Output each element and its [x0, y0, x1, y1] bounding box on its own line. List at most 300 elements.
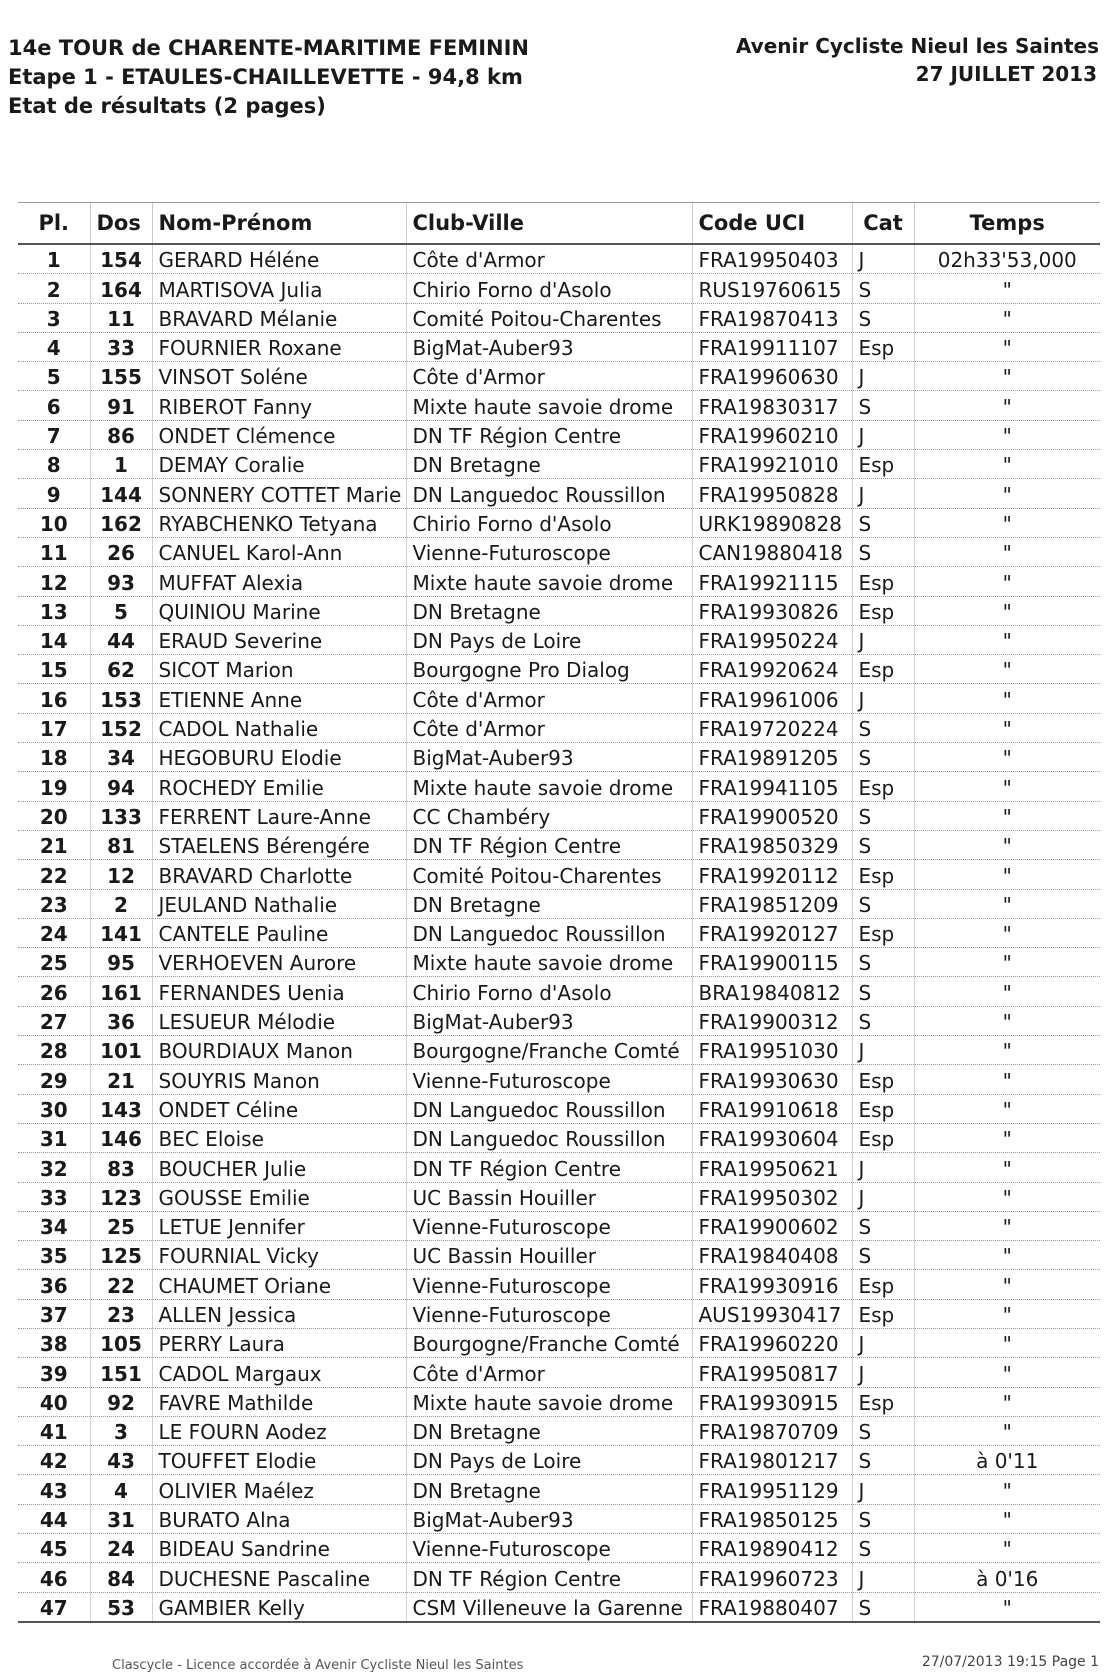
cell-bib: 161 [90, 977, 152, 1006]
table-row [18, 1036, 1100, 1065]
cell-time: " [914, 420, 1100, 449]
cell-time: " [914, 303, 1100, 332]
cell-name: CANTELE Pauline [152, 918, 406, 947]
cell-time: " [914, 889, 1100, 918]
cell-club: Vienne-Futuroscope [406, 1534, 692, 1563]
cell-bib: 34 [90, 743, 152, 772]
cell-time: " [914, 1416, 1100, 1445]
results-table [18, 202, 1100, 1623]
cell-category: J [852, 1328, 914, 1357]
cell-category: S [852, 948, 914, 977]
cell-bib: 92 [90, 1387, 152, 1416]
organizer-block [736, 32, 1099, 88]
cell-time: " [914, 508, 1100, 537]
cell-place: 36 [18, 1270, 90, 1299]
cell-bib: 22 [90, 1270, 152, 1299]
cell-bib: 133 [90, 801, 152, 830]
cell-time: " [914, 567, 1100, 596]
table-row [18, 1123, 1100, 1152]
col-header-bib: Dos [90, 203, 152, 245]
cell-club: Mixte haute savoie drome [406, 948, 692, 977]
table-row [18, 1387, 1100, 1416]
cell-name: VERHOEVEN Aurore [152, 948, 406, 977]
cell-name: GOUSSE Emilie [152, 1182, 406, 1211]
cell-club: UC Bassin Houiller [406, 1241, 692, 1270]
cell-uci-code: FRA19911107 [692, 332, 852, 361]
cell-category: S [852, 1504, 914, 1533]
cell-time: " [914, 1094, 1100, 1123]
cell-category: Esp [852, 1094, 914, 1123]
cell-bib: 164 [90, 274, 152, 303]
cell-club: Vienne-Futuroscope [406, 1211, 692, 1240]
cell-category: S [852, 1592, 914, 1622]
col-header-uci-code: Code UCI [692, 203, 852, 245]
cell-category: S [852, 1446, 914, 1475]
cell-category: S [852, 889, 914, 918]
cell-uci-code: FRA19850329 [692, 830, 852, 859]
table-row [18, 1182, 1100, 1211]
cell-time: " [914, 391, 1100, 420]
cell-category: J [852, 362, 914, 391]
race-date: 27 JUILLET 2013 [915, 62, 1097, 86]
cell-time: " [914, 977, 1100, 1006]
cell-time: " [914, 537, 1100, 566]
table-row [18, 948, 1100, 977]
cell-time: " [914, 1153, 1100, 1182]
cell-uci-code: FRA19920624 [692, 655, 852, 684]
cell-bib: 23 [90, 1299, 152, 1328]
cell-category: J [852, 625, 914, 654]
cell-time: " [914, 332, 1100, 361]
table-row [18, 830, 1100, 859]
cell-time: " [914, 479, 1100, 508]
cell-bib: 43 [90, 1446, 152, 1475]
cell-bib: 26 [90, 537, 152, 566]
cell-time: " [914, 1211, 1100, 1240]
cell-uci-code: FRA19891205 [692, 743, 852, 772]
table-row [18, 772, 1100, 801]
cell-place: 47 [18, 1592, 90, 1622]
cell-club: DN Bretagne [406, 596, 692, 625]
cell-place: 7 [18, 420, 90, 449]
table-row [18, 1299, 1100, 1328]
cell-place: 46 [18, 1563, 90, 1592]
cell-uci-code: FRA19930916 [692, 1270, 852, 1299]
cell-name: LE FOURN Aodez [152, 1416, 406, 1445]
cell-club: DN Bretagne [406, 450, 692, 479]
cell-uci-code: FRA19930604 [692, 1123, 852, 1152]
cell-club: Comité Poitou-Charentes [406, 860, 692, 889]
cell-bib: 84 [90, 1563, 152, 1592]
cell-bib: 146 [90, 1123, 152, 1152]
cell-name: QUINIOU Marine [152, 596, 406, 625]
cell-time: " [914, 1270, 1100, 1299]
cell-club: Côte d'Armor [406, 244, 692, 274]
table-row [18, 918, 1100, 947]
cell-uci-code: FRA19951030 [692, 1036, 852, 1065]
cell-name: DEMAY Coralie [152, 450, 406, 479]
cell-uci-code: FRA19950403 [692, 244, 852, 274]
cell-club: BigMat-Auber93 [406, 332, 692, 361]
cell-name: VINSOT Soléne [152, 362, 406, 391]
cell-category: S [852, 1534, 914, 1563]
cell-time: " [914, 860, 1100, 889]
table-row [18, 508, 1100, 537]
cell-category: S [852, 1211, 914, 1240]
cell-club: DN Languedoc Roussillon [406, 918, 692, 947]
cell-category: Esp [852, 1065, 914, 1094]
cell-name: CHAUMET Oriane [152, 1270, 406, 1299]
cell-place: 2 [18, 274, 90, 303]
cell-name: BOUCHER Julie [152, 1153, 406, 1182]
cell-place: 38 [18, 1328, 90, 1357]
race-title: 14e TOUR de CHARENTE-MARITIME FEMININ [8, 36, 529, 60]
cell-bib: 24 [90, 1534, 152, 1563]
cell-name: LETUE Jennifer [152, 1211, 406, 1240]
cell-place: 21 [18, 830, 90, 859]
cell-time: " [914, 1534, 1100, 1563]
cell-bib: 83 [90, 1153, 152, 1182]
cell-uci-code: FRA19930826 [692, 596, 852, 625]
table-row [18, 1270, 1100, 1299]
cell-club: DN TF Région Centre [406, 1563, 692, 1592]
table-row [18, 537, 1100, 566]
cell-club: Chirio Forno d'Asolo [406, 977, 692, 1006]
table-row [18, 1534, 1100, 1563]
cell-category: Esp [852, 1270, 914, 1299]
table-row [18, 1446, 1100, 1475]
cell-time: " [914, 1328, 1100, 1357]
cell-uci-code: FRA19900312 [692, 1006, 852, 1035]
cell-bib: 36 [90, 1006, 152, 1035]
cell-name: FOURNIER Roxane [152, 332, 406, 361]
cell-uci-code: FRA19880407 [692, 1592, 852, 1622]
cell-uci-code: FRA19961006 [692, 684, 852, 713]
cell-uci-code: FRA19900520 [692, 801, 852, 830]
table-row [18, 362, 1100, 391]
cell-bib: 86 [90, 420, 152, 449]
cell-place: 16 [18, 684, 90, 713]
cell-category: J [852, 1475, 914, 1504]
cell-time: " [914, 918, 1100, 947]
cell-name: FERNANDES Uenia [152, 977, 406, 1006]
cell-place: 5 [18, 362, 90, 391]
cell-time: " [914, 1475, 1100, 1504]
cell-place: 22 [18, 860, 90, 889]
cell-place: 40 [18, 1387, 90, 1416]
cell-category: S [852, 1006, 914, 1035]
cell-club: Côte d'Armor [406, 684, 692, 713]
cell-place: 43 [18, 1475, 90, 1504]
cell-name: BURATO Alna [152, 1504, 406, 1533]
footer-timestamp: 27/07/2013 19:15 Page 1 [921, 1654, 1099, 1670]
cell-uci-code: FRA19840408 [692, 1241, 852, 1270]
cell-club: DN Bretagne [406, 1416, 692, 1445]
col-header-category: Cat [852, 203, 914, 245]
cell-place: 35 [18, 1241, 90, 1270]
cell-time: " [914, 1182, 1100, 1211]
cell-name: ALLEN Jessica [152, 1299, 406, 1328]
col-header-name: Nom-Prénom [152, 203, 406, 245]
table-row [18, 1153, 1100, 1182]
cell-place: 17 [18, 713, 90, 742]
cell-place: 25 [18, 948, 90, 977]
cell-uci-code: FRA19900602 [692, 1211, 852, 1240]
cell-bib: 162 [90, 508, 152, 537]
cell-uci-code: FRA19720224 [692, 713, 852, 742]
results-body [18, 244, 1100, 1622]
table-row [18, 1065, 1100, 1094]
cell-uci-code: FRA19960210 [692, 420, 852, 449]
cell-club: DN Pays de Loire [406, 625, 692, 654]
cell-uci-code: FRA19930915 [692, 1387, 852, 1416]
cell-club: Mixte haute savoie drome [406, 567, 692, 596]
cell-club: BigMat-Auber93 [406, 743, 692, 772]
cell-club: Chirio Forno d'Asolo [406, 508, 692, 537]
cell-name: ETIENNE Anne [152, 684, 406, 713]
cell-category: Esp [852, 1123, 914, 1152]
cell-category: Esp [852, 860, 914, 889]
cell-time: " [914, 1299, 1100, 1328]
cell-uci-code: FRA19910618 [692, 1094, 852, 1123]
cell-bib: 125 [90, 1241, 152, 1270]
cell-time: 02h33'53,000 [914, 244, 1100, 274]
cell-bib: 91 [90, 391, 152, 420]
cell-bib: 154 [90, 244, 152, 274]
cell-name: GERARD Héléne [152, 244, 406, 274]
cell-category: Esp [852, 918, 914, 947]
cell-club: Mixte haute savoie drome [406, 391, 692, 420]
cell-name: CADOL Nathalie [152, 713, 406, 742]
cell-place: 30 [18, 1094, 90, 1123]
cell-uci-code: FRA19920127 [692, 918, 852, 947]
cell-time: " [914, 830, 1100, 859]
cell-uci-code: FRA19920112 [692, 860, 852, 889]
cell-category: J [852, 479, 914, 508]
cell-uci-code: FRA19960630 [692, 362, 852, 391]
table-row [18, 391, 1100, 420]
cell-club: Mixte haute savoie drome [406, 772, 692, 801]
cell-category: S [852, 830, 914, 859]
cell-time: à 0'11 [914, 1446, 1100, 1475]
table-row [18, 420, 1100, 449]
cell-name: HEGOBURU Elodie [152, 743, 406, 772]
cell-uci-code: FRA19950817 [692, 1358, 852, 1387]
cell-bib: 31 [90, 1504, 152, 1533]
cell-category: J [852, 684, 914, 713]
cell-name: FAVRE Mathilde [152, 1387, 406, 1416]
cell-place: 14 [18, 625, 90, 654]
cell-bib: 12 [90, 860, 152, 889]
table-row [18, 1592, 1100, 1622]
cell-uci-code: RUS19760615 [692, 274, 852, 303]
cell-bib: 3 [90, 1416, 152, 1445]
cell-time: " [914, 948, 1100, 977]
cell-place: 23 [18, 889, 90, 918]
cell-place: 29 [18, 1065, 90, 1094]
cell-club: DN Languedoc Roussillon [406, 1094, 692, 1123]
cell-time: " [914, 362, 1100, 391]
cell-club: DN TF Région Centre [406, 830, 692, 859]
cell-bib: 21 [90, 1065, 152, 1094]
col-header-time: Temps [914, 203, 1100, 245]
cell-uci-code: FRA19830317 [692, 391, 852, 420]
cell-time: " [914, 655, 1100, 684]
cell-time: " [914, 1504, 1100, 1533]
table-row [18, 655, 1100, 684]
cell-bib: 101 [90, 1036, 152, 1065]
cell-bib: 33 [90, 332, 152, 361]
table-row [18, 1475, 1100, 1504]
cell-time: " [914, 801, 1100, 830]
cell-place: 33 [18, 1182, 90, 1211]
organizer-name: Avenir Cycliste Nieul les Saintes [735, 34, 1099, 58]
cell-time: " [914, 1241, 1100, 1270]
cell-name: ERAUD Severine [152, 625, 406, 654]
cell-name: SONNERY COTTET Marie [152, 479, 406, 508]
cell-club: BigMat-Auber93 [406, 1504, 692, 1533]
table-row [18, 332, 1100, 361]
cell-bib: 155 [90, 362, 152, 391]
table-row [18, 567, 1100, 596]
col-header-place: Pl. [18, 203, 90, 245]
cell-time: " [914, 1123, 1100, 1152]
cell-club: DN Bretagne [406, 889, 692, 918]
cell-place: 24 [18, 918, 90, 947]
cell-club: Vienne-Futuroscope [406, 1270, 692, 1299]
cell-uci-code: FRA19941105 [692, 772, 852, 801]
cell-category: J [852, 1153, 914, 1182]
table-row [18, 1563, 1100, 1592]
cell-place: 45 [18, 1534, 90, 1563]
cell-bib: 95 [90, 948, 152, 977]
cell-place: 32 [18, 1153, 90, 1182]
cell-place: 27 [18, 1006, 90, 1035]
table-row [18, 244, 1100, 274]
cell-bib: 144 [90, 479, 152, 508]
cell-name: SICOT Marion [152, 655, 406, 684]
table-row [18, 1358, 1100, 1387]
cell-place: 37 [18, 1299, 90, 1328]
cell-uci-code: FRA19870709 [692, 1416, 852, 1445]
cell-time: " [914, 684, 1100, 713]
footer-license: Clascycle - Licence accordée à Avenir Cycliste Nieul les Saintes [112, 1658, 524, 1673]
cell-club: Côte d'Armor [406, 713, 692, 742]
cell-uci-code: FRA19960723 [692, 1563, 852, 1592]
cell-name: MUFFAT Alexia [152, 567, 406, 596]
cell-uci-code: BRA19840812 [692, 977, 852, 1006]
table-row [18, 801, 1100, 830]
cell-uci-code: FRA19851209 [692, 889, 852, 918]
cell-place: 31 [18, 1123, 90, 1152]
cell-category: Esp [852, 596, 914, 625]
cell-name: FOURNIAL Vicky [152, 1241, 406, 1270]
cell-bib: 53 [90, 1592, 152, 1622]
cell-place: 9 [18, 479, 90, 508]
cell-club: DN Bretagne [406, 1475, 692, 1504]
cell-uci-code: CAN19880418 [692, 537, 852, 566]
table-row [18, 1328, 1100, 1357]
cell-name: BIDEAU Sandrine [152, 1534, 406, 1563]
cell-place: 34 [18, 1211, 90, 1240]
cell-place: 41 [18, 1416, 90, 1445]
cell-club: Côte d'Armor [406, 1358, 692, 1387]
cell-bib: 62 [90, 655, 152, 684]
cell-bib: 81 [90, 830, 152, 859]
cell-time: " [914, 1006, 1100, 1035]
cell-name: BOURDIAUX Manon [152, 1036, 406, 1065]
table-row [18, 450, 1100, 479]
table-row [18, 1416, 1100, 1445]
cell-club: Comité Poitou-Charentes [406, 303, 692, 332]
cell-uci-code: FRA19900115 [692, 948, 852, 977]
cell-category: J [852, 1563, 914, 1592]
cell-club: Bourgogne/Franche Comté [406, 1328, 692, 1357]
cell-place: 1 [18, 244, 90, 274]
cell-category: J [852, 1182, 914, 1211]
cell-category: J [852, 1036, 914, 1065]
cell-category: S [852, 743, 914, 772]
cell-time: " [914, 743, 1100, 772]
cell-category: S [852, 713, 914, 742]
cell-club: DN TF Région Centre [406, 1153, 692, 1182]
cell-bib: 94 [90, 772, 152, 801]
cell-club: DN Languedoc Roussillon [406, 479, 692, 508]
cell-name: LESUEUR Mélodie [152, 1006, 406, 1035]
table-row [18, 479, 1100, 508]
cell-category: Esp [852, 1299, 914, 1328]
cell-place: 20 [18, 801, 90, 830]
cell-club: Vienne-Futuroscope [406, 1065, 692, 1094]
stage-title: Etape 1 - ETAULES-CHAILLEVETTE - 94,8 km [8, 65, 523, 89]
cell-name: TOUFFET Elodie [152, 1446, 406, 1475]
cell-place: 44 [18, 1504, 90, 1533]
table-row [18, 743, 1100, 772]
cell-name: BRAVARD Mélanie [152, 303, 406, 332]
cell-category: Esp [852, 332, 914, 361]
cell-bib: 4 [90, 1475, 152, 1504]
cell-time: " [914, 1036, 1100, 1065]
cell-category: S [852, 508, 914, 537]
cell-uci-code: AUS19930417 [692, 1299, 852, 1328]
cell-place: 15 [18, 655, 90, 684]
cell-uci-code: URK19890828 [692, 508, 852, 537]
cell-time: " [914, 713, 1100, 742]
cell-name: STAELENS Bérengére [152, 830, 406, 859]
cell-bib: 141 [90, 918, 152, 947]
cell-place: 13 [18, 596, 90, 625]
cell-name: OLIVIER Maélez [152, 1475, 406, 1504]
cell-category: Esp [852, 772, 914, 801]
cell-place: 6 [18, 391, 90, 420]
table-row [18, 713, 1100, 742]
table-row [18, 1006, 1100, 1035]
cell-uci-code: FRA19890412 [692, 1534, 852, 1563]
cell-club: Mixte haute savoie drome [406, 1387, 692, 1416]
cell-place: 12 [18, 567, 90, 596]
cell-bib: 25 [90, 1211, 152, 1240]
cell-club: Bourgogne/Franche Comté [406, 1036, 692, 1065]
cell-place: 4 [18, 332, 90, 361]
table-row [18, 977, 1100, 1006]
col-header-club: Club-Ville [406, 203, 692, 245]
cell-time: " [914, 274, 1100, 303]
cell-bib: 151 [90, 1358, 152, 1387]
cell-time: " [914, 772, 1100, 801]
table-row [18, 1211, 1100, 1240]
cell-name: FERRENT Laure-Anne [152, 801, 406, 830]
cell-club: Vienne-Futuroscope [406, 1299, 692, 1328]
